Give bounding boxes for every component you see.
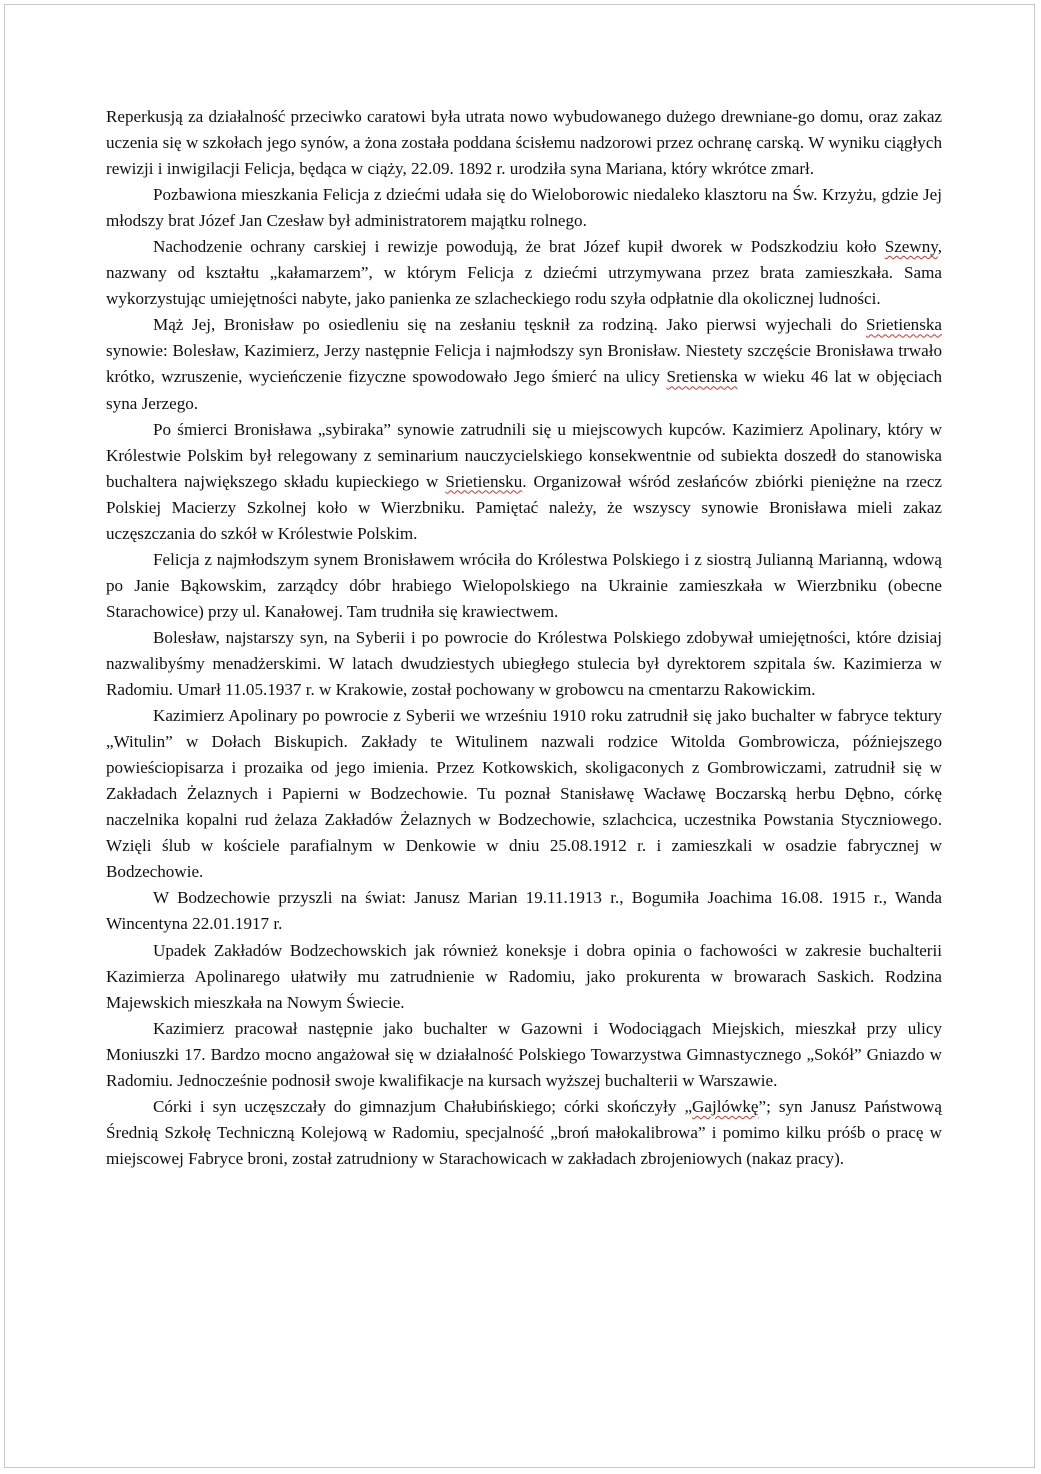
paragraph (106, 234, 942, 312)
paragraph (106, 1016, 942, 1094)
paragraph (106, 625, 942, 703)
text-run: W Bodzechowie przyszli na świat: Janusz Marian 19.11.1913 r., Bogumiła Joachima 16.08. 1915 r., Wanda Wincentyna 22.01.1917 r. (106, 888, 942, 934)
spellcheck-flagged-word[interactable]: Sretienska (666, 367, 738, 387)
paragraph (106, 703, 942, 885)
text-run: Upadek Zakładów Bodzechowskich jak również koneksje i dobra opinia o fachowości w zakresie buchalterii Kazimierza Apolinarego ułatwiły mu zatrudnienie w Radomiu, jako prokurenta w browarach Saskich. Rodzina Majewskich mieszkała na Nowym Świecie. (106, 940, 942, 1012)
text-run: Kazimierz pracował następnie jako buchalter w Gazowni i Wodociągach Miejskich, mieszkał przy ulicy Moniuszki 17. Bardzo mocno angażował się w działalność Polskiego Towarzystwa Gimnastycznego „Sokół” Gniazdo w Radomiu. Jednocześnie podnosił swoje kwalifikacje na kursach wyższej buchalterii w Warszawie. (106, 1018, 942, 1090)
text-run: synowie: Bolesław, Kazimierz, Jerzy następnie Felicja i najmłodszy syn Bronisław. Niestety szczęście Bronisława trwało krótko, wzruszenie, wycieńczenie fizyczne spowodowało Jego śmierć na ulicy (106, 341, 942, 387)
paragraph (106, 938, 942, 1016)
paragraph (106, 1094, 942, 1172)
spellcheck-flagged-word[interactable]: Srietiensku (445, 471, 523, 491)
spellcheck-flagged-word[interactable]: Srietienska (866, 315, 942, 335)
document-page (4, 4, 1035, 1468)
text-run: ”; syn Janusz Państwową Średnią Szkołę Techniczną Kolejową w Radomiu, specjalność „broń małokalibrowa” i pomimo kilku próśb o pracę w miejscowej Fabryce broni, został zatrudniony w Starachowicach w zakładach zbrojeniowych (nakaz pracy). (106, 1096, 942, 1168)
document-body (106, 104, 942, 1172)
text-run: Pozbawiona mieszkania Felicja z dziećmi udała się do Wieloborowic niedaleko klasztoru na Św. Krzyżu, gdzie Jej młodszy brat Józef Jan Czesław był administratorem majątku rolnego. (106, 185, 942, 231)
paragraph (106, 547, 942, 625)
paragraph (106, 182, 942, 234)
paragraph (106, 312, 942, 416)
text-run: Bolesław, najstarszy syn, na Syberii i po powrocie do Królestwa Polskiego zdobywał umiejętności, które dzisiaj nazwalibyśmy menadżerskimi. W latach dwudziestych ubiegłego stulecia był dyrektorem szpitala św. Kazimierza w Radomiu. Umarł 11.05.1937 r. w Krakowie, został pochowany w grobowcu na cmentarzu Rakowickim. (106, 627, 942, 700)
text-run: Felicja z najmłodszym synem Bronisławem wróciła do Królestwa Polskiego i z siostrą Julianną Marianną, wdową po Janie Bąkowskim, zarządcy dóbr hrabiego Wielopolskiego na Ukrainie zamieszkała w Wierzbniku (obecne Starachowice) przy ul. Kanałowej. Tam trudniła się krawiectwem. (106, 549, 942, 621)
text-run: Córki i syn uczęszczały do gimnazjum Chałubińskiego; córki skończyły „ (153, 1096, 693, 1116)
text-run: Mąż Jej, Bronisław po osiedleniu się na zesłaniu tęsknił za rodziną. Jako pierwsi wyjechali do (153, 315, 867, 335)
text-run: Kazimierz Apolinary po powrocie z Syberii we wrześniu 1910 roku zatrudnił się jako buchalter w fabryce tektury „Witulin” w Dołach Biskupich. Zakłady te Witulinem nazwali rodzice Witolda Gombrowicza, późniejszego powieściopisarza i prozaika od jego imienia. Przez Kotkowskich, skoligaconych z Gombrowiczami, zatrudnił się w Zakładach Żelaznych i Papierni w Bodzechowie. Tu poznał Stanisławę Wacławę Boczarską herbu Dębno, córkę naczelnika kopalni rud żelaza Zakładów Żelaznych w Bodzechowie, szlachcica, uczestnika Powstania Styczniowego. Wzięli ślub w kościele parafialnym w Denkowie w dniu 25.08.1912 r. i zamieszkali w osadzie fabrycznej w Bodzechowie. (106, 706, 942, 882)
paragraph (106, 885, 942, 937)
paragraph (106, 417, 942, 547)
text-run: Po śmierci Bronisława „sybiraka” synowie zatrudnili się u miejscowych kupców. Kazimierz Apolinary, który w Królestwie Polskim był relegowany z seminarium nauczycielskiego konsekwentnie od subiekta doszedł do stanowiska buchaltera największego składu kupieckiego w (106, 419, 942, 491)
spellcheck-flagged-word[interactable]: Szewny (884, 237, 938, 257)
text-run: , nazwany od kształtu „kałamarzem”, w którym Felicja z dziećmi utrzymywana przez brata zamieszkała. Sama wykorzystując umiejętności nabyte, jako panienka ze szlacheckiego rodu szyła odpłatnie dla okolicznej ludności. (106, 237, 942, 309)
text-run: Reperkusją za działalność przeciwko caratowi była utrata nowo wybudowanego dużego drewniane-go domu, oraz zakaz uczenia się w szkołach jego synów, a żona została poddana ścisłemu nadzorowi przez ochranę carską. W wyniku ciągłych rewizji i inwigilacji Felicja, będąca w ciąży, 22.09. 1892 r. urodziła syna Mariana, który wkrótce zmarł. (106, 107, 942, 179)
text-run: Nachodzenie ochrany carskiej i rewizje powodują, że brat Józef kupił dworek w Podszkodziu koło (153, 237, 885, 257)
text-run: . Organizował wśród zesłańców zbiórki pieniężne na rzecz Polskiej Macierzy Szkolnej koło w Wierzbniku. Pamiętać należy, że wszyscy synowie Bronisława mieli zakaz uczęszczania do szkół w Królestwie Polskim. (106, 471, 942, 543)
paragraph (106, 104, 942, 182)
spellcheck-flagged-word[interactable]: Gajlówkę (692, 1096, 759, 1116)
text-run: w wieku 46 lat w objęciach syna Jerzego. (106, 367, 942, 413)
